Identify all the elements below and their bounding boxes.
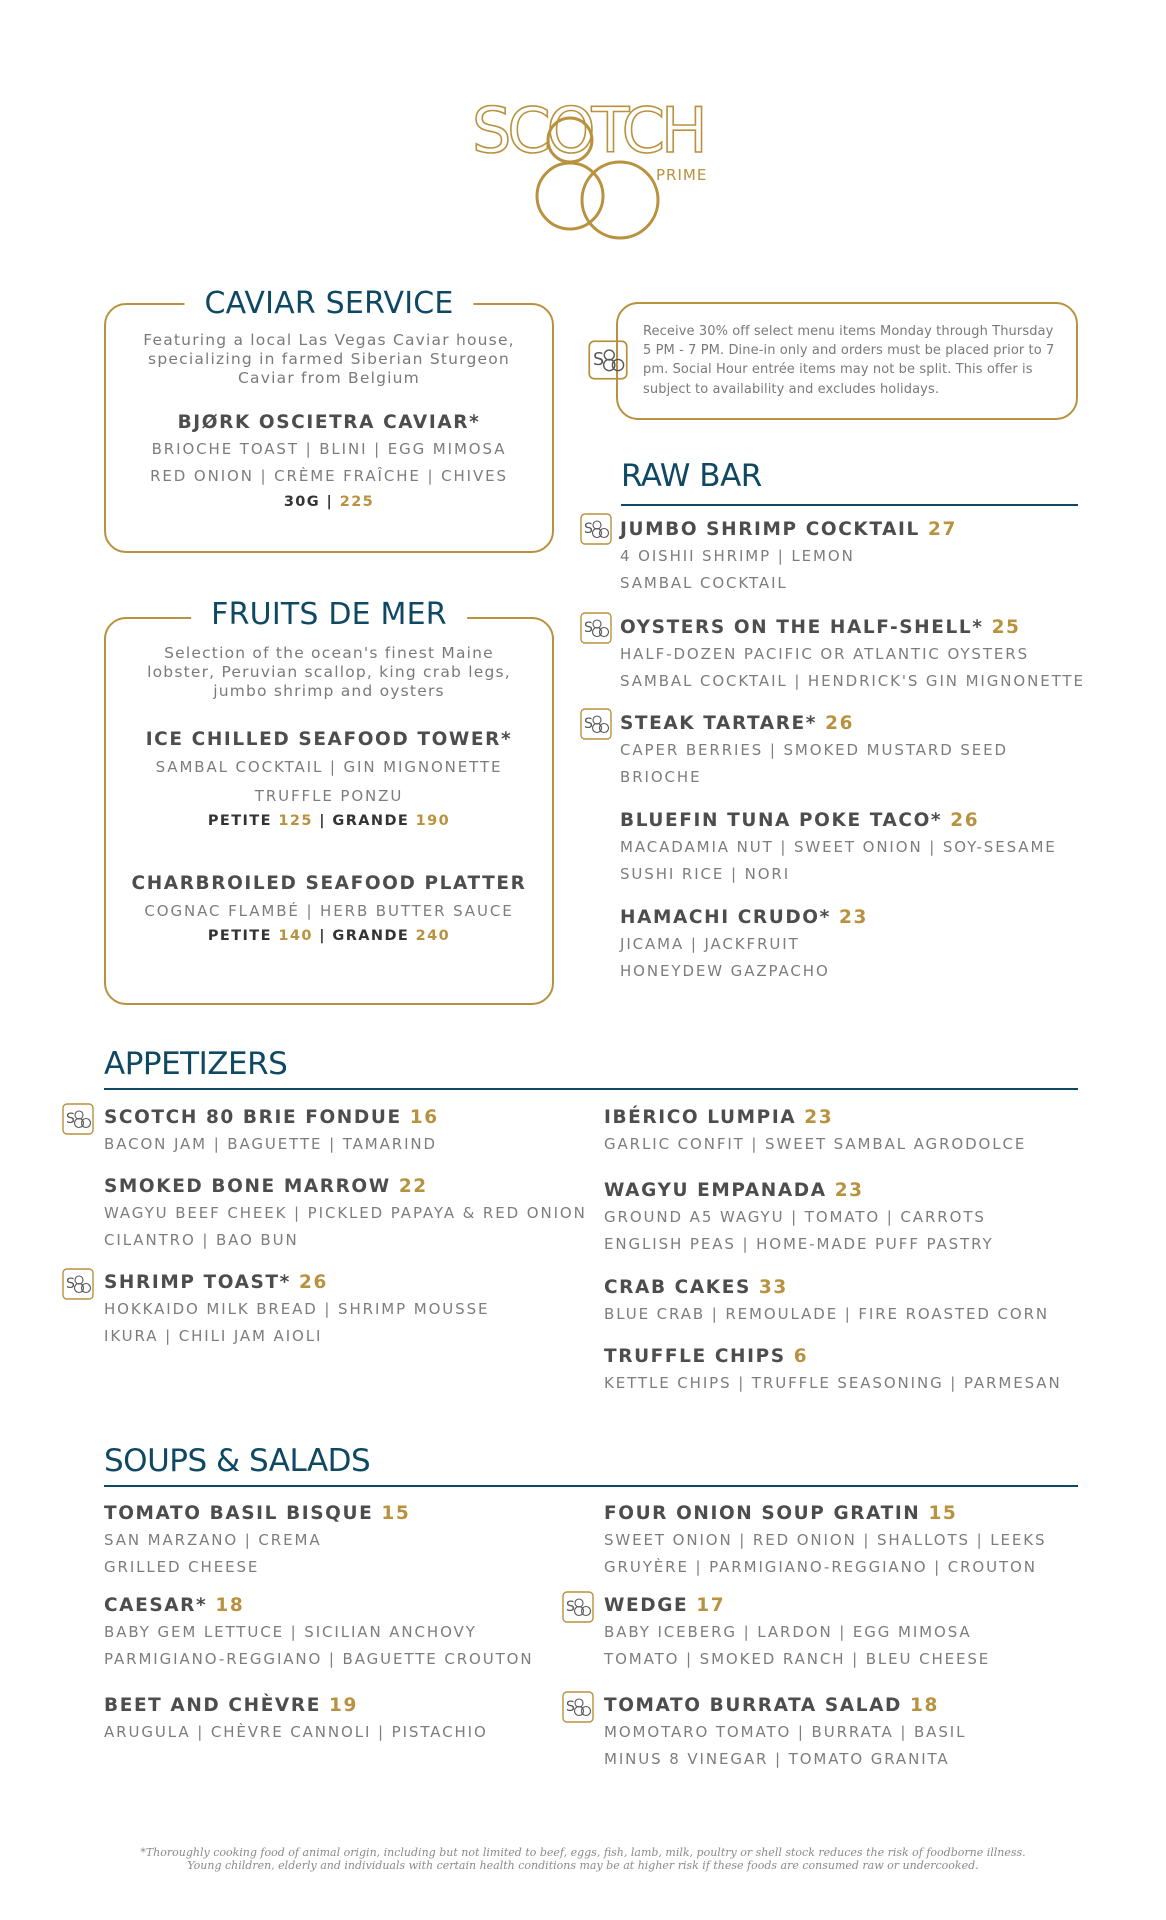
item-price: 26 — [298, 1272, 328, 1293]
caviar-item-line: RED ONION | CRÈME FRAÎCHE | CHIVES — [150, 467, 508, 485]
item-name: BEET AND CHÈVRE — [104, 1695, 321, 1716]
item-desc-line: GRILLED CHEESE — [104, 1558, 260, 1576]
item-desc-line: BABY ICEBERG | LARDON | EGG MIMOSA — [604, 1623, 972, 1641]
grande-label: GRANDE — [332, 813, 410, 829]
caviar-title: CAVIAR SERVICE — [184, 286, 473, 322]
item-price: 16 — [409, 1107, 439, 1128]
platter-sizes — [114, 928, 544, 944]
item-price: 25 — [991, 617, 1021, 638]
soup-salad-item — [104, 1693, 488, 1746]
grande-price: 190 — [415, 813, 451, 829]
item-desc-line: HONEYDEW GAZPACHO — [620, 962, 830, 980]
food-safety-disclaimer — [60, 1846, 1106, 1872]
item-desc-line: BACON JAM | BAGUETTE | TAMARIND — [104, 1135, 437, 1153]
raw-bar-item — [620, 615, 1085, 695]
soup-salad-item — [104, 1501, 410, 1581]
appetizer-item — [104, 1270, 489, 1350]
item-desc-line: SWEET ONION | RED ONION | SHALLOTS | LEEKS — [604, 1531, 1047, 1549]
petite-label: PETITE — [207, 928, 272, 944]
item-desc-line: PARMIGIANO-REGGIANO | BAGUETTE CROUTON — [104, 1650, 534, 1668]
raw-bar-rule — [621, 504, 1078, 506]
item-name: JUMBO SHRIMP COCKTAIL — [620, 519, 920, 540]
s80-icon — [62, 1268, 94, 1300]
item-name: TRUFFLE CHIPS — [604, 1346, 786, 1367]
fruits-de-mer-title: FRUITS DE MER — [191, 597, 467, 633]
item-desc-line: JICAMA | JACKFRUIT — [620, 935, 800, 953]
s80-icon — [580, 612, 612, 644]
item-name: BLUEFIN TUNA POKE TACO* — [620, 810, 943, 831]
item-desc-line: HALF-DOZEN PACIFIC OR ATLANTIC OYSTERS — [620, 645, 1030, 663]
soups-salads-title: SOUPS & SALADS — [104, 1443, 371, 1479]
item-name: SMOKED BONE MARROW — [104, 1176, 391, 1197]
item-desc-line: SUSHI RICE | NORI — [620, 865, 791, 883]
item-desc-line: CILANTRO | BAO BUN — [104, 1231, 299, 1249]
item-desc-line: SAMBAL COCKTAIL | GIN MIGNONETTE — [155, 758, 503, 776]
seafood-platter-item — [114, 871, 544, 944]
item-name: ICE CHILLED SEAFOOD TOWER* — [145, 729, 513, 750]
petite-price: 140 — [278, 928, 313, 944]
s80-promo-icon — [588, 340, 628, 380]
soups-salads-rule — [104, 1485, 1078, 1487]
caviar-desc-line: Featuring a local Las Vegas Caviar house, — [143, 331, 515, 349]
item-name: CAESAR* — [104, 1595, 208, 1616]
item-desc-line: BRIOCHE — [620, 768, 702, 786]
item-desc-line: SAN MARZANO | CREMA — [104, 1531, 322, 1549]
item-price: 17 — [696, 1595, 726, 1616]
promo-text: Receive 30% off select menu items Monday through Thursday 5 PM - 7 PM. Dine-in only and orders must be placed prior to 7 pm. Social Hour entrée items may not be split. This offer is subject to availability and excludes holidays. — [643, 324, 1055, 397]
soup-salad-item — [604, 1501, 1046, 1581]
appetizers-title: APPETIZERS — [104, 1046, 288, 1082]
item-desc-line: TRUFFLE PONZU — [254, 787, 404, 805]
caviar-price: 225 — [339, 494, 375, 510]
item-price: 15 — [381, 1503, 411, 1524]
item-desc-line: GRUYÈRE | PARMIGIANO-REGGIANO | CROUTON — [604, 1558, 1037, 1576]
item-desc-line: IKURA | CHILI JAM AIOLI — [104, 1327, 323, 1345]
item-desc-line: GARLIC CONFIT | SWEET SAMBAL AGRODOLCE — [604, 1135, 1027, 1153]
size-separator: | — [319, 813, 326, 829]
appetizers-rule — [104, 1088, 1078, 1090]
s80-icon — [562, 1591, 594, 1623]
item-name: STEAK TARTARE* — [620, 713, 818, 734]
size-separator: | — [319, 928, 326, 944]
raw-bar-item — [620, 517, 957, 597]
item-name: CHARBROILED SEAFOOD PLATTER — [131, 873, 527, 894]
logo-prime: PRIME — [656, 166, 708, 184]
petite-price: 125 — [278, 813, 313, 829]
item-desc-line: KETTLE CHIPS | TRUFFLE SEASONING | PARMESAN — [604, 1374, 1062, 1392]
appetizer-item — [604, 1178, 994, 1258]
item-name: IBÉRICO LUMPIA — [604, 1107, 797, 1128]
fruits-desc-line: lobster, Peruvian scallop, king crab legs, — [147, 663, 511, 681]
disclaimer-line: *Thoroughly cooking food of animal origin, including but not limited to beef, eggs, fish, lamb, milk, poultry or shell stock reduces the risk of foodborne illness. — [140, 1846, 1026, 1859]
grande-price: 240 — [415, 928, 451, 944]
raw-bar-title: RAW BAR — [621, 458, 762, 494]
caviar-size-label: 30G | — [283, 494, 334, 510]
scotch-80-prime-logo — [470, 100, 730, 245]
item-desc-line: SAMBAL COCKTAIL | HENDRICK'S GIN MIGNONETTE — [620, 672, 1085, 690]
appetizer-item — [104, 1174, 587, 1254]
s80-icon — [62, 1103, 94, 1135]
item-desc-line: MINUS 8 VINEGAR | TOMATO GRANITA — [604, 1750, 950, 1768]
item-name: TOMATO BASIL BISQUE — [104, 1503, 374, 1524]
fruits-desc-line: jumbo shrimp and oysters — [213, 682, 445, 700]
logo-wordmark: SCOTCH — [472, 100, 704, 167]
item-name: FOUR ONION SOUP GRATIN — [604, 1503, 921, 1524]
item-price: 15 — [928, 1503, 958, 1524]
raw-bar-item — [620, 711, 1008, 791]
item-price: 26 — [950, 810, 980, 831]
item-desc-line: BLUE CRAB | REMOULADE | FIRE ROASTED CORN — [604, 1305, 1050, 1323]
petite-label: PETITE — [207, 813, 272, 829]
item-price: 33 — [758, 1277, 788, 1298]
item-price: 23 — [834, 1180, 864, 1201]
raw-bar-item — [620, 808, 1057, 888]
item-desc-line: GROUND A5 WAGYU | TOMATO | CARROTS — [604, 1208, 986, 1226]
soup-salad-item — [604, 1693, 966, 1773]
item-desc-line: SAMBAL COCKTAIL — [620, 574, 788, 592]
item-price: 26 — [825, 713, 855, 734]
tower-sizes — [114, 813, 544, 829]
item-price: 19 — [328, 1695, 358, 1716]
caviar-size-price — [114, 494, 544, 510]
appetizer-item — [604, 1275, 1049, 1328]
item-name: HAMACHI CRUDO* — [620, 907, 831, 928]
item-name: SHRIMP TOAST* — [104, 1272, 291, 1293]
caviar-item-name: BJØRK OSCIETRA CAVIAR* — [177, 412, 481, 433]
item-price: 22 — [398, 1176, 428, 1197]
item-desc-line: COGNAC FLAMBÉ | HERB BUTTER SAUCE — [144, 902, 514, 920]
item-desc-line: WAGYU BEEF CHEEK | PICKLED PAPAYA & RED ONION — [104, 1204, 587, 1222]
item-desc-line: 4 OISHII SHRIMP | LEMON — [620, 547, 855, 565]
item-price: 23 — [804, 1107, 834, 1128]
item-desc-line: CAPER BERRIES | SMOKED MUSTARD SEED — [620, 741, 1008, 759]
grande-label: GRANDE — [332, 928, 410, 944]
item-desc-line: BABY GEM LETTUCE | SICILIAN ANCHOVY — [104, 1623, 477, 1641]
item-name: OYSTERS ON THE HALF-SHELL* — [620, 617, 984, 638]
caviar-item-line: BRIOCHE TOAST | BLINI | EGG MIMOSA — [151, 440, 507, 458]
item-desc-line: HOKKAIDO MILK BREAD | SHRIMP MOUSSE — [104, 1300, 490, 1318]
caviar-item — [114, 410, 544, 510]
item-price: 18 — [910, 1695, 939, 1716]
item-price: 27 — [927, 519, 957, 540]
caviar-description — [114, 331, 544, 388]
soup-salad-item — [104, 1593, 534, 1673]
appetizer-item — [604, 1105, 1026, 1158]
fruits-desc-line: Selection of the ocean's finest Maine — [164, 644, 494, 662]
caviar-desc-line: specializing in farmed Siberian Sturgeon — [148, 350, 510, 368]
appetizer-item — [104, 1105, 439, 1158]
s80-icon — [562, 1691, 594, 1723]
item-desc-line: TOMATO | SMOKED RANCH | BLEU CHEESE — [604, 1650, 991, 1668]
appetizer-item — [604, 1344, 1062, 1397]
item-desc-line: ENGLISH PEAS | HOME-MADE PUFF PASTRY — [604, 1235, 994, 1253]
soup-salad-item — [604, 1593, 990, 1673]
item-name: WAGYU EMPANADA — [604, 1180, 827, 1201]
item-desc-line: ARUGULA | CHÈVRE CANNOLI | PISTACHIO — [104, 1723, 488, 1741]
item-name: SCOTCH 80 BRIE FONDUE — [104, 1107, 402, 1128]
item-name: CRAB CAKES — [604, 1277, 751, 1298]
item-price: 18 — [215, 1595, 245, 1616]
item-price: 6 — [793, 1346, 809, 1367]
caviar-desc-line: Caviar from Belgium — [238, 369, 420, 387]
item-name: TOMATO BURRATA SALAD — [604, 1695, 902, 1716]
raw-bar-item — [620, 905, 868, 985]
s80-icon — [580, 708, 612, 740]
item-name: WEDGE — [604, 1595, 689, 1616]
s80-icon — [580, 513, 612, 545]
fruits-description — [114, 644, 544, 701]
item-price: 23 — [838, 907, 868, 928]
item-desc-line: MACADAMIA NUT | SWEET ONION | SOY-SESAME — [620, 838, 1057, 856]
item-desc-line: MOMOTARO TOMATO | BURRATA | BASIL — [604, 1723, 967, 1741]
seafood-tower-item — [114, 727, 544, 829]
disclaimer-line: Young children, elderly and individuals with certain health conditions may be at higher risk if these foods are consumed raw or undercooked. — [187, 1859, 979, 1872]
